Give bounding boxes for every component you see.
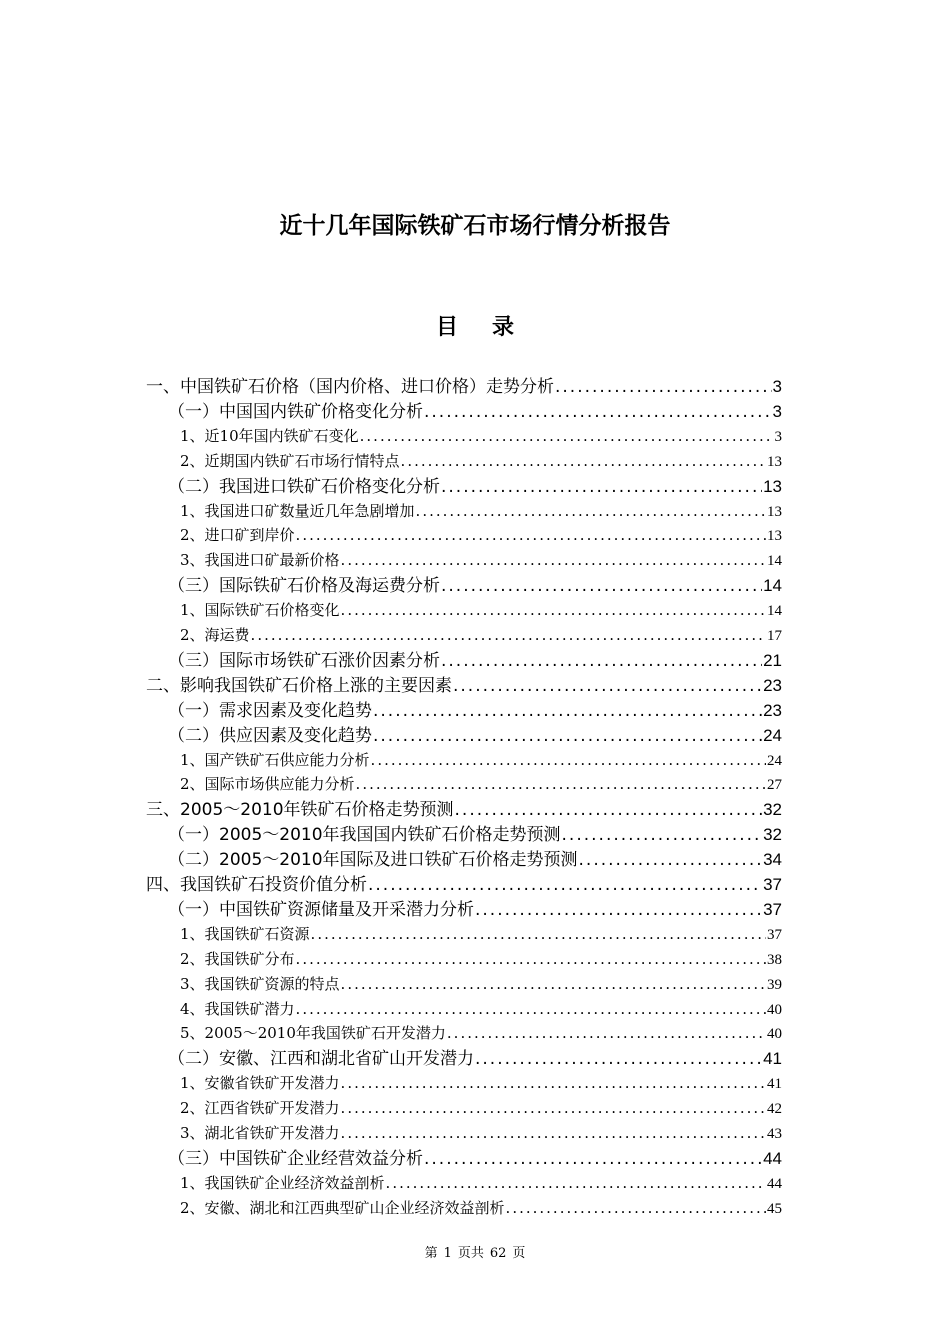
toc-entry[interactable]: [168, 847, 782, 872]
toc-entry-title: 三、2005～2010年铁矿石价格走势预测: [146, 800, 454, 821]
toc-entry-title: 2、我国铁矿分布: [180, 949, 295, 968]
toc-entry-title: 1、我国进口矿数量近几年急剧增加: [180, 501, 415, 520]
toc-dot-leader: [475, 898, 762, 922]
toc-entry-page: 27: [767, 777, 782, 794]
toc-entry-page: 24: [763, 725, 782, 745]
toc-dot-leader: [368, 873, 762, 897]
toc-entry-page: 24: [767, 752, 782, 769]
toc-dot-leader: [341, 598, 766, 623]
toc-entry-title: （一）中国铁矿资源储量及开采潜力分析: [168, 899, 474, 920]
toc-entry-title: 3、湖北省铁矿开发潜力: [180, 1124, 340, 1142]
toc-dot-leader: [475, 1047, 762, 1071]
toc-dot-leader: [341, 1121, 766, 1146]
toc-dot-leader: [373, 724, 762, 748]
toc-dot-leader: [371, 748, 766, 773]
toc-entry-page: 39: [767, 976, 782, 993]
toc-entry-page: 13: [767, 503, 782, 520]
toc-entry-page: 3: [774, 428, 782, 445]
toc-entry-page: 37: [763, 899, 782, 919]
toc-entry-title: 1、我国铁矿企业经济效益剖析: [180, 1173, 385, 1192]
toc-dot-leader: [386, 1171, 766, 1196]
toc-entry[interactable]: [146, 673, 782, 698]
toc-entry[interactable]: [180, 922, 782, 947]
toc-entry[interactable]: [168, 573, 782, 598]
toc-dot-leader: [341, 548, 766, 573]
toc-entry-title: 4、我国铁矿潜力: [180, 999, 295, 1018]
toc-entry[interactable]: [168, 648, 782, 673]
toc-entry-title: （二）我国进口铁矿石价格变化分析: [168, 476, 440, 497]
toc-entry[interactable]: [180, 997, 782, 1022]
toc-entry[interactable]: [168, 698, 782, 723]
toc-entry-page: 34: [763, 850, 782, 870]
toc-dot-leader: [555, 375, 772, 399]
toc-entry[interactable]: [180, 424, 782, 449]
toc-entry-page: 13: [767, 453, 782, 470]
footer-total-pages: 62: [489, 1246, 507, 1261]
footer-page-number: 1: [443, 1246, 452, 1261]
toc-dot-leader: [441, 475, 762, 499]
toc-dot-leader: [447, 1021, 766, 1046]
toc-entry-title: 2、江西省铁矿开发潜力: [180, 1099, 340, 1118]
page-footer: [0, 1244, 950, 1264]
toc-heading: 目录: [435, 315, 548, 340]
toc-entry[interactable]: [180, 1171, 782, 1196]
toc-entry-title: 3、我国铁矿资源的特点: [180, 974, 340, 993]
toc-entry[interactable]: [180, 598, 782, 623]
toc-entry[interactable]: [180, 748, 782, 773]
toc-entry-page: 13: [767, 528, 782, 545]
toc-entry[interactable]: [180, 972, 782, 997]
toc-entry[interactable]: [180, 1021, 782, 1046]
toc-entry-title: 一、中国铁矿石价格（国内价格、进口价格）走势分析: [146, 377, 554, 397]
toc-entry-title: （三）国际铁矿石价格及海运费分析: [168, 576, 440, 597]
toc-entry-title: 1、国产铁矿石供应能力分析: [180, 750, 370, 769]
toc-entry[interactable]: [180, 1196, 782, 1221]
toc-entry-title: 1、近10年国内铁矿石变化: [180, 426, 359, 445]
toc-entry-title: 5、2005～2010年我国铁矿石开发潜力: [180, 1024, 446, 1043]
toc-dot-leader: [401, 449, 766, 474]
toc-entry-title: （一）需求因素及变化趋势: [168, 700, 372, 721]
toc-dot-leader: [356, 772, 766, 797]
toc-dot-leader: [373, 699, 762, 723]
toc-entry-title: 1、国际铁矿石价格变化: [180, 601, 340, 620]
toc-dot-leader: [453, 674, 762, 698]
toc-entry-page: 37: [763, 875, 782, 894]
toc-entry-title: 二、影响我国铁矿石价格上涨的主要因素: [146, 675, 452, 696]
toc-entry-page: 23: [763, 700, 782, 720]
toc-entry-title: 2、进口矿到岸价: [180, 526, 295, 545]
toc-entry[interactable]: [168, 474, 782, 499]
toc-entry[interactable]: [180, 1096, 782, 1121]
toc-entry[interactable]: [146, 374, 782, 399]
toc-entry-page: 14: [767, 553, 782, 570]
toc-entry-title: 1、安徽省铁矿开发潜力: [180, 1074, 340, 1093]
toc-entry-page: 14: [763, 576, 782, 596]
toc-entry-title: 2、国际市场供应能力分析: [180, 775, 355, 794]
toc-dot-leader: [441, 649, 762, 673]
toc-entry-page: 45: [767, 1200, 782, 1217]
toc-entry-page: 42: [767, 1101, 782, 1118]
toc-entry-title: （三）中国铁矿企业经营效益分析: [168, 1148, 423, 1169]
toc-dot-leader: [360, 424, 774, 449]
toc-entry[interactable]: [180, 1121, 782, 1146]
toc-entry[interactable]: [168, 1046, 782, 1071]
toc-entry-page: 44: [763, 1148, 782, 1168]
footer-prefix: 第: [424, 1246, 438, 1261]
toc-entry[interactable]: [180, 449, 782, 474]
toc-entry[interactable]: [180, 623, 782, 648]
toc-entry-title: （三）国际市场铁矿石涨价因素分析: [168, 650, 440, 671]
toc-entry-title: 1、我国铁矿石资源: [180, 924, 310, 943]
toc-entry-page: 32: [763, 800, 782, 820]
toc-dot-leader: [455, 798, 763, 822]
toc-dot-leader: [311, 922, 766, 947]
toc-dot-leader: [296, 997, 766, 1022]
toc-dot-leader: [251, 623, 766, 648]
toc-entry[interactable]: [168, 723, 782, 748]
toc-dot-leader: [341, 972, 766, 997]
toc-entry[interactable]: [168, 399, 782, 424]
toc-entry-page: 40: [767, 1001, 782, 1018]
toc-dot-leader: [296, 947, 766, 972]
toc-entry-page: 3: [772, 377, 782, 396]
toc-dot-leader: [416, 499, 766, 524]
toc-entry-title: （二）供应因素及变化趋势: [168, 725, 372, 746]
toc-entry[interactable]: [168, 897, 782, 922]
toc-entry-title: 2、近期国内铁矿石市场行情特点: [180, 451, 400, 470]
footer-mid: 页共: [457, 1246, 484, 1261]
toc-entry-title: （一）2005～2010年我国国内铁矿石价格走势预测: [168, 825, 561, 846]
toc-entry-title: （一）中国国内铁矿价格变化分析: [168, 401, 423, 422]
toc-entry-page: 44: [767, 1175, 782, 1192]
toc-entry-title: （二）安徽、江西和湖北省矿山开发潜力: [168, 1049, 474, 1070]
toc-entry-title: 2、安徽、湖北和江西典型矿山企业经济效益剖析: [180, 1198, 505, 1217]
toc-entry-page: 38: [767, 951, 782, 968]
toc-dot-leader: [296, 523, 766, 548]
toc-dot-leader: [341, 1096, 766, 1121]
toc-entry-title: 四、我国铁矿石投资价值分析: [146, 875, 367, 895]
toc-dot-leader: [441, 574, 762, 598]
toc-entry-page: 14: [767, 603, 782, 620]
toc-dot-leader: [506, 1196, 766, 1221]
toc-dot-leader: [579, 848, 763, 872]
toc-entry-page: 41: [763, 1049, 782, 1069]
toc-entry-page: 13: [763, 476, 782, 496]
toc-entry-page: 21: [763, 650, 782, 670]
toc-entry[interactable]: [180, 1071, 782, 1096]
toc-dot-leader: [424, 1147, 762, 1171]
toc-entry[interactable]: [146, 797, 782, 822]
toc-entry[interactable]: [168, 822, 782, 847]
toc-entry-page: 3: [772, 401, 782, 421]
toc-entry[interactable]: [180, 548, 782, 573]
toc-entry[interactable]: [180, 947, 782, 972]
toc-entry-title: 2、海运费: [180, 626, 250, 644]
toc-entry[interactable]: [168, 1146, 782, 1171]
toc-entry[interactable]: [180, 772, 782, 797]
toc-entry-title: 3、我国进口矿最新价格: [180, 551, 340, 570]
toc-entry-page: 17: [767, 628, 782, 644]
toc-entry-page: 41: [767, 1076, 782, 1093]
toc-entry[interactable]: [180, 523, 782, 548]
toc-dot-leader: [341, 1071, 766, 1096]
document-title: 近十几年国际铁矿石市场行情分析报告: [279, 213, 671, 239]
toc-dot-leader: [424, 400, 772, 424]
toc-entry[interactable]: [180, 499, 782, 524]
footer-suffix: 页: [512, 1246, 526, 1261]
toc-entry-page: 40: [767, 1026, 782, 1043]
toc-entry-page: 32: [763, 825, 782, 845]
toc-entry[interactable]: [146, 872, 782, 897]
toc-entry-page: 43: [767, 1126, 782, 1142]
toc-dot-leader: [562, 823, 763, 847]
toc-entry-title: （二）2005～2010年国际及进口铁矿石价格走势预测: [168, 850, 578, 871]
toc-entry-page: 23: [763, 675, 782, 695]
toc-entry-page: 37: [767, 926, 782, 943]
